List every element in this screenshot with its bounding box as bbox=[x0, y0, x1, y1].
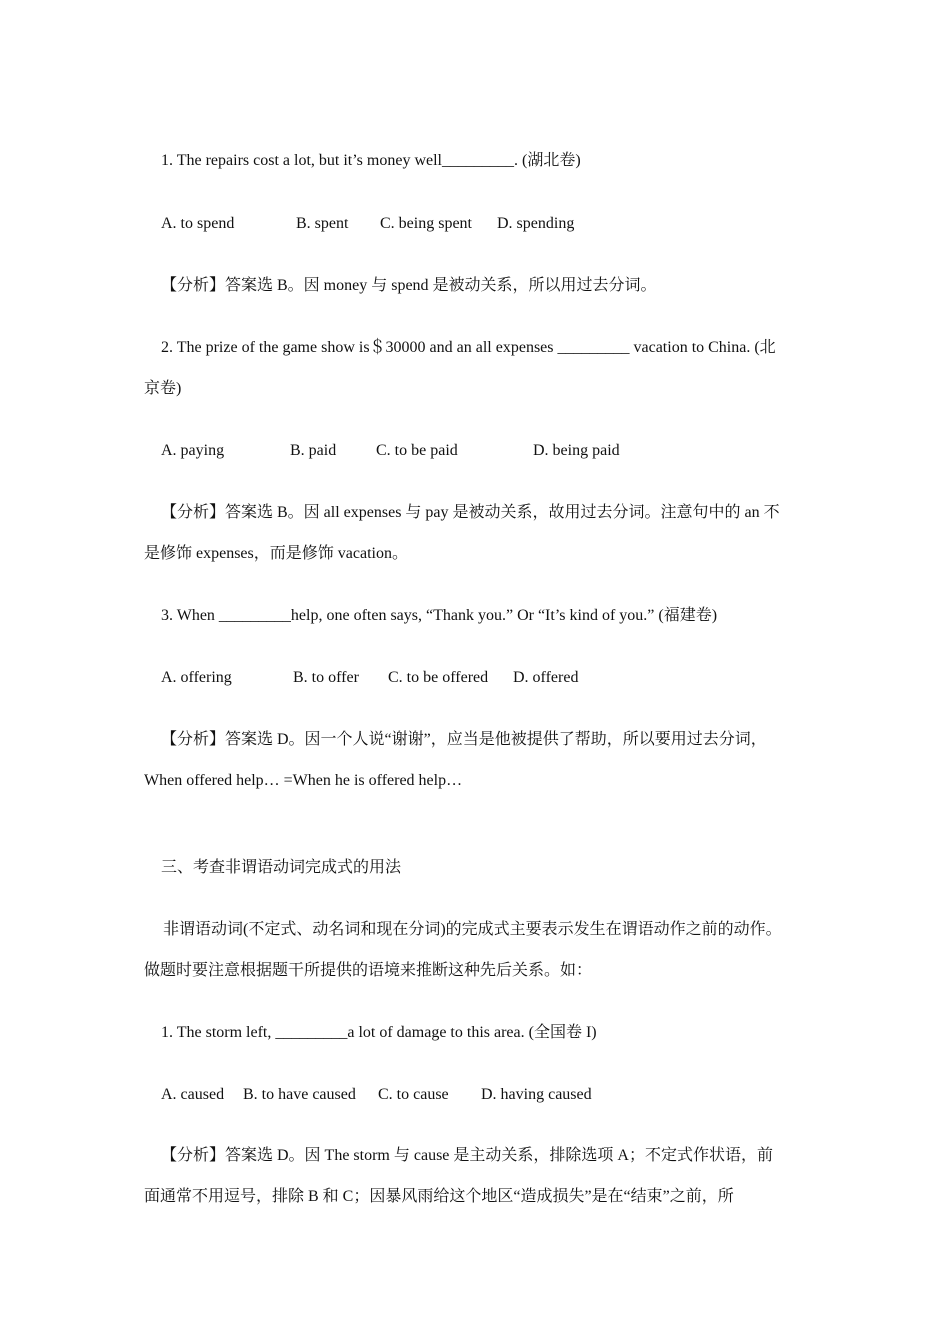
q4-option-c: C. to cause bbox=[378, 1086, 449, 1103]
q4-option-d: D. having caused bbox=[481, 1086, 592, 1103]
q2-stem-line1: 2. The prize of the game show is＄30000 and an all expenses _________ vacation to China. (北 bbox=[161, 339, 776, 356]
q3-analysis-line1: 【分析】答案选 D。因一个人说“谢谢”，应当是他被提供了帮助，所以要用过去分词， bbox=[161, 731, 767, 748]
q3-analysis-line2: When offered help… =When he is offered help… bbox=[144, 772, 463, 789]
q2-analysis-line1: 【分析】答案选 B。因 all expenses 与 pay 是被动关系，故用过去分词。注意句中的 an 不 bbox=[161, 504, 780, 521]
q1-option-d: D. spending bbox=[497, 215, 575, 232]
q2-option-a: A. paying bbox=[161, 442, 225, 459]
q1-option-b: B. spent bbox=[296, 215, 349, 232]
q2-option-c: C. to be paid bbox=[376, 442, 458, 459]
section-intro-line1: 非谓语动词(不定式、动名词和现在分词)的完成式主要表示发生在谓语动作之前的动作。 bbox=[163, 921, 782, 938]
q2-option-d: D. being paid bbox=[533, 442, 620, 459]
q4-option-b: B. to have caused bbox=[243, 1086, 356, 1103]
q1-stem: 1. The repairs cost a lot, but it’s money well_________. (湖北卷) bbox=[161, 152, 581, 169]
q4-analysis-line2: 面通常不用逗号，排除 B 和 C；因暴风雨给这个地区“造成损失”是在“结束”之前，所 bbox=[144, 1188, 734, 1205]
q2-stem-line2: 京卷) bbox=[144, 380, 182, 397]
section-heading: 三、考查非谓语动词完成式的用法 bbox=[161, 859, 402, 876]
q3-option-b: B. to offer bbox=[293, 669, 359, 686]
q1-option-c: C. being spent bbox=[380, 215, 472, 232]
q3-option-a: A. offering bbox=[161, 669, 232, 686]
q3-option-c: C. to be offered bbox=[388, 669, 489, 686]
section-intro-line2: 做题时要注意根据题干所提供的语境来推断这种先后关系。如： bbox=[144, 962, 593, 979]
q3-option-d: D. offered bbox=[513, 669, 579, 686]
q1-option-a: A. to spend bbox=[161, 215, 235, 232]
q4-stem: 1. The storm left, _________a lot of damage to this area. (全国卷 I) bbox=[161, 1024, 597, 1041]
q1-analysis: 【分析】答案选 B。因 money 与 spend 是被动关系，所以用过去分词。 bbox=[161, 277, 657, 294]
q3-stem: 3. When _________help, one often says, “Thank you.” Or “It’s kind of you.” (福建卷) bbox=[161, 607, 718, 624]
q2-option-b: B. paid bbox=[290, 442, 337, 459]
q4-analysis-line1: 【分析】答案选 D。因 The storm 与 cause 是主动关系，排除选项 A；不定式作状语，前 bbox=[161, 1147, 773, 1164]
q2-analysis-line2: 是修饰 expenses，而是修饰 vacation。 bbox=[144, 545, 408, 562]
q4-option-a: A. caused bbox=[161, 1086, 225, 1103]
